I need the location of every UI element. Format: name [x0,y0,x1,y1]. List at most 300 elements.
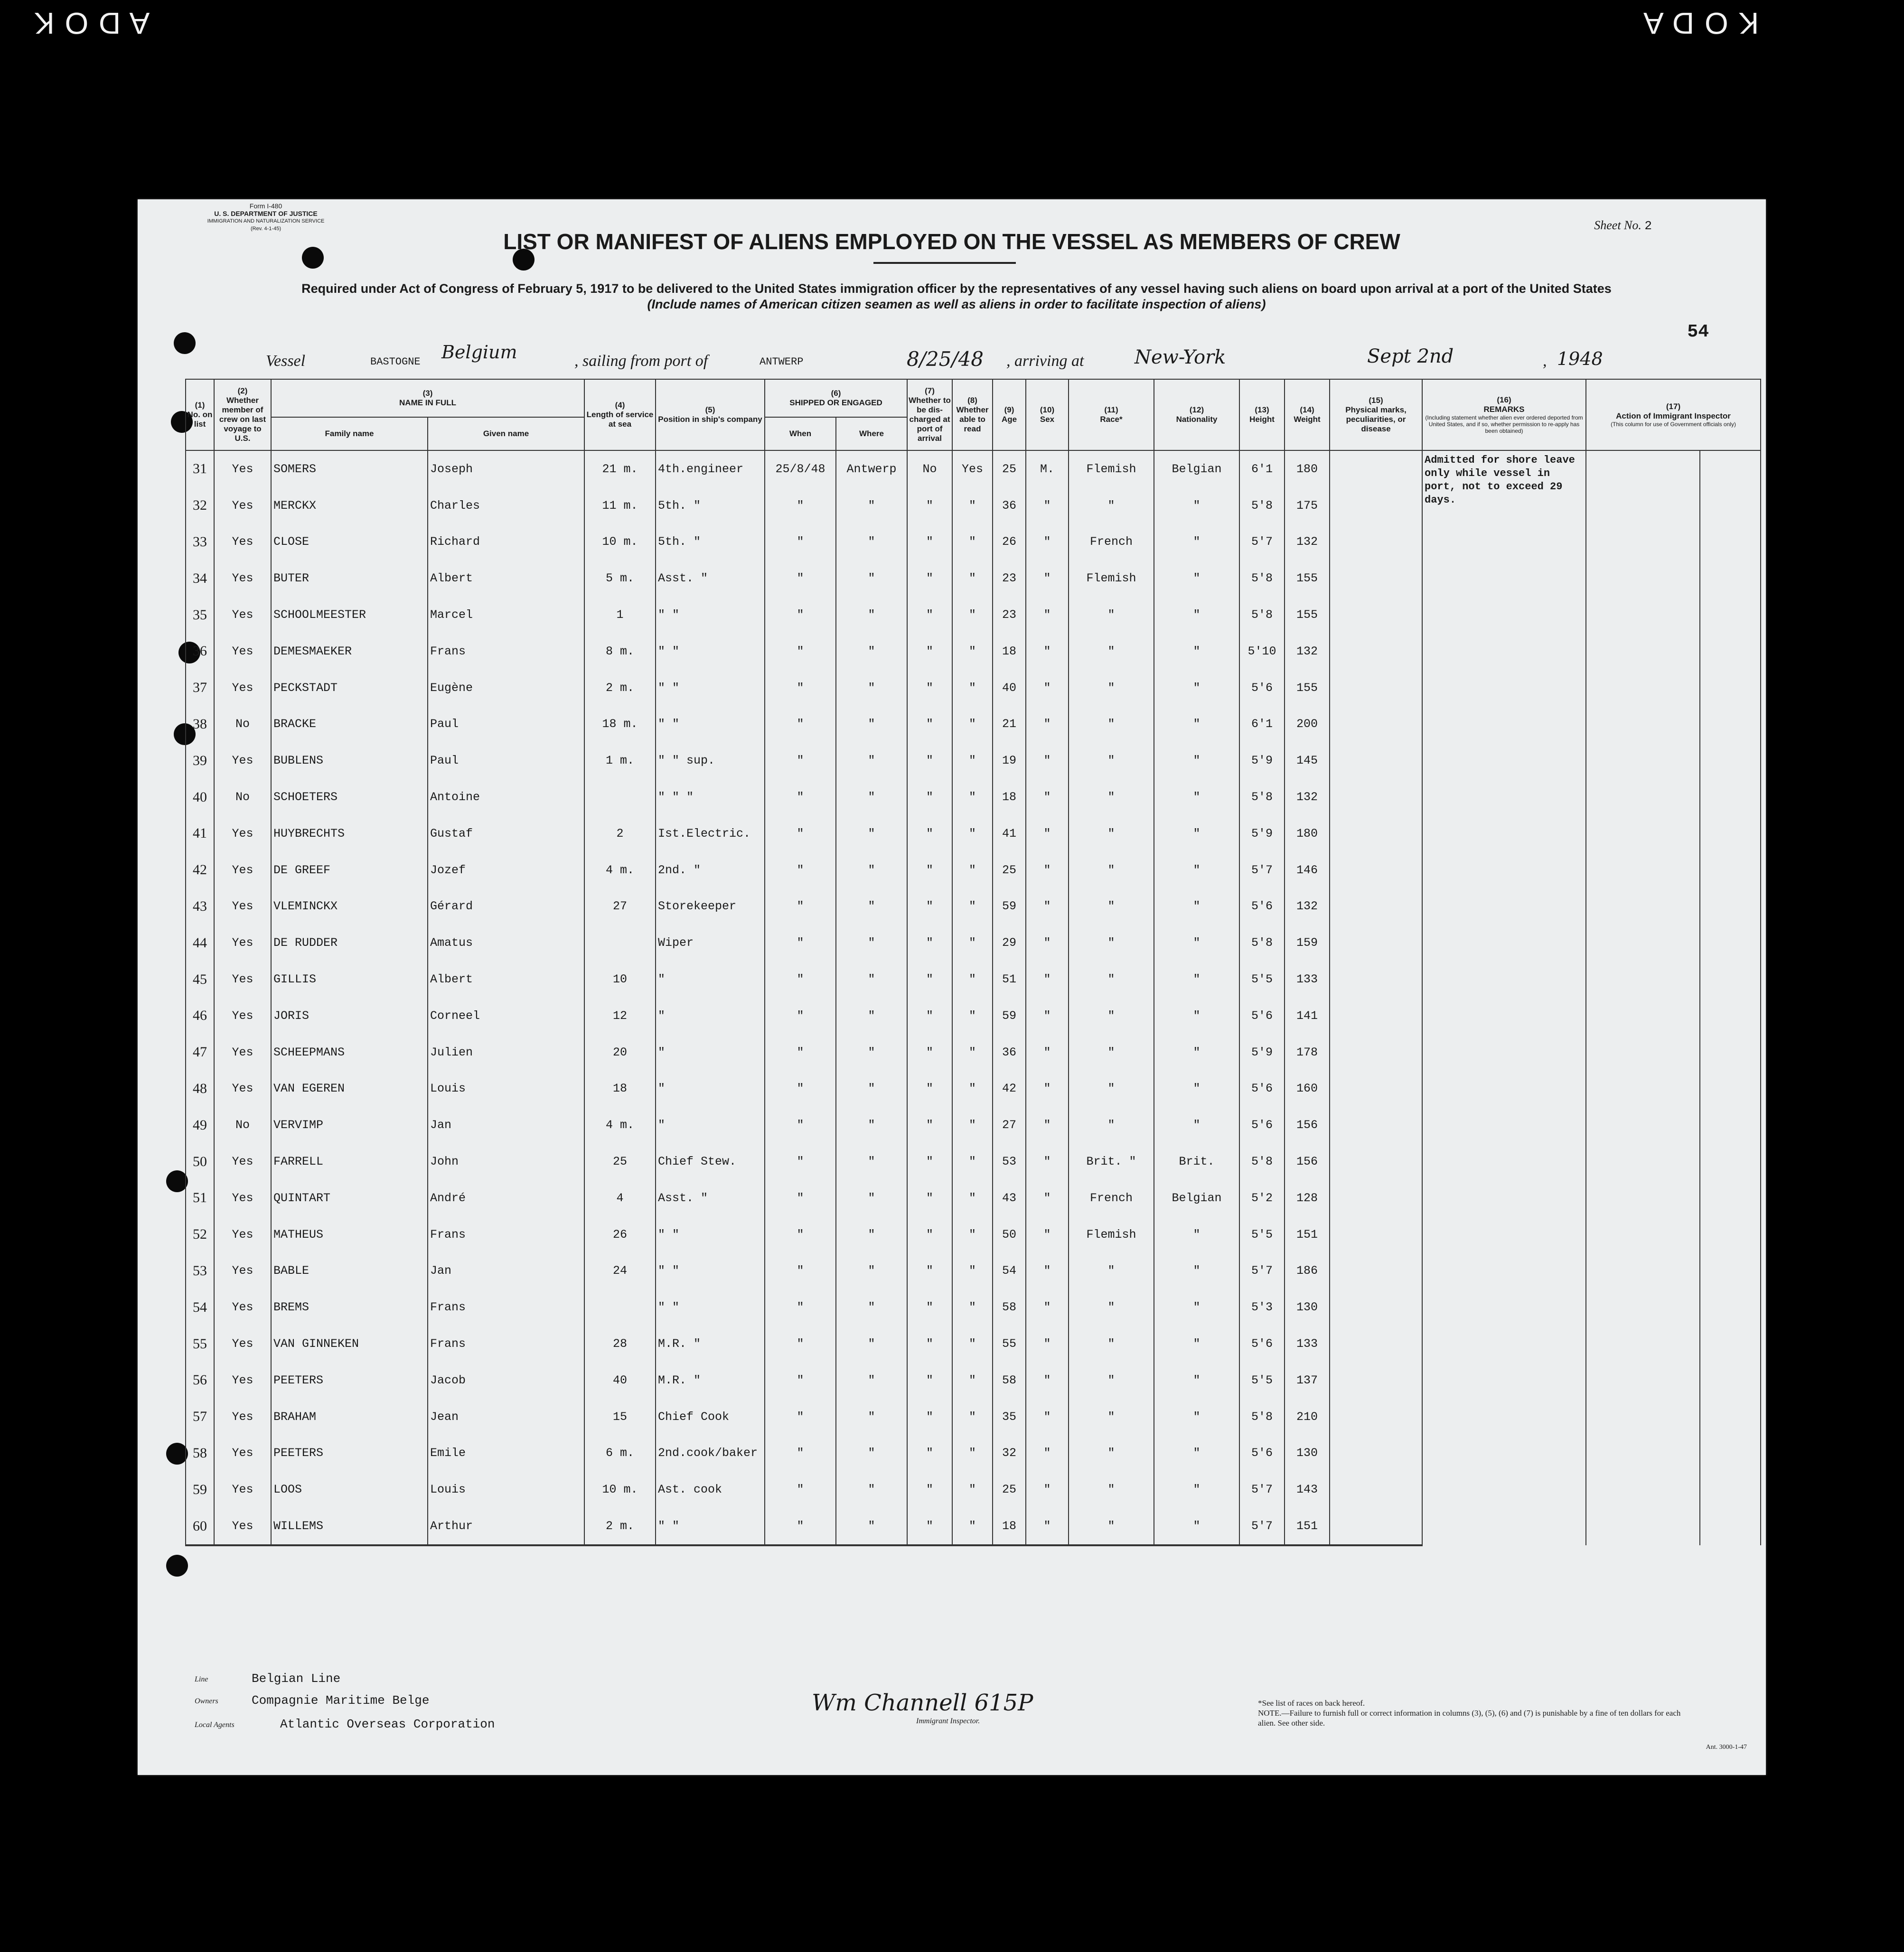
position: M.R. " [656,1362,765,1399]
race: " [1069,1289,1154,1326]
able-to-read: " [952,670,993,706]
weight: 132 [1285,524,1330,560]
col-2-header: (2) Whether member of crew on last voyage to U.S. [214,379,271,450]
service-length: 2 m. [584,1508,656,1545]
physical-marks [1330,998,1422,1034]
position: 2nd. " [656,852,765,888]
physical-marks [1330,1362,1422,1399]
shipped-where: " [836,1508,907,1545]
family-name: HUYBRECHTS [271,815,428,852]
race: " [1069,925,1154,961]
prev-voyage: Yes [214,1508,271,1545]
physical-marks [1330,1143,1422,1180]
nationality: " [1154,1034,1239,1071]
race: " [1069,1107,1154,1143]
shipped-where: " [836,925,907,961]
service-length: 25 [584,1143,656,1180]
prev-voyage: Yes [214,1326,271,1362]
position: Chief Stew. [656,1143,765,1180]
able-to-read: " [952,706,993,743]
discharged: " [907,1071,952,1107]
discharged: " [907,670,952,706]
able-to-read: " [952,560,993,597]
age: 32 [993,1435,1026,1472]
age: 36 [993,487,1026,524]
weight: 180 [1285,815,1330,852]
shipped-where: " [836,597,907,633]
row-number: 56 [186,1362,214,1399]
crew-rows [186,450,1761,1545]
shipped-where: " [836,487,907,524]
age: 29 [993,925,1026,961]
nationality: " [1154,925,1239,961]
shipped-where: " [836,815,907,852]
age: 43 [993,1180,1026,1216]
row-number: 46 [186,998,214,1034]
line-value: Belgian Line [252,1672,341,1686]
shipped-where: " [836,1289,907,1326]
shipped-where: " [836,852,907,888]
prev-voyage: No [214,779,271,815]
age: 58 [993,1289,1026,1326]
nationality: " [1154,706,1239,743]
able-to-read: " [952,1508,993,1545]
col-10-header: (10) Sex [1026,379,1069,450]
shipped-when: " [765,706,836,743]
physical-marks [1330,633,1422,670]
prev-voyage: Yes [214,815,271,852]
prev-voyage: Yes [214,633,271,670]
height: 5'5 [1239,1362,1285,1399]
arrival-date: Sept 2nd [1367,346,1454,367]
prev-voyage: Yes [214,888,271,925]
vessel-line: Vessel BASTOGNE Belgium , sailing from port of ANTWERP 8/25/48 , arriving at New-York Sept 2nd , 1948 [266,342,1603,371]
given-name: André [428,1180,584,1216]
race: " [1069,1508,1154,1545]
row-number: 33 [186,524,214,560]
shipped-when: " [765,1253,836,1289]
physical-marks [1330,1399,1422,1435]
family-name: GILLIS [271,961,428,998]
discharged: " [907,1399,952,1435]
footer [138,1661,1766,1770]
shipped-when: " [765,961,836,998]
weight: 132 [1285,633,1330,670]
family-name: BREMS [271,1289,428,1326]
nationality: " [1154,1216,1239,1253]
sailing-date: 8/25/48 [907,347,984,371]
weight: 178 [1285,1034,1330,1071]
position: M.R. " [656,1326,765,1362]
given-name: Albert [428,961,584,998]
service-length: 18 m. [584,706,656,743]
row-number: 34 [186,560,214,597]
table-row [186,450,1761,487]
position: " " [656,670,765,706]
age: 25 [993,852,1026,888]
weight: 200 [1285,706,1330,743]
height: 6'1 [1239,706,1285,743]
shipped-when: " [765,1326,836,1362]
service-length: 4 m. [584,1107,656,1143]
row-number: 47 [186,1034,214,1071]
prev-voyage: Yes [214,961,271,998]
row-number: 37 [186,670,214,706]
position: Ast. cook [656,1471,765,1508]
col-17-header: (17) Action of Immigrant Inspector (This column for use of Government officials only) [1586,379,1761,450]
row-number: 41 [186,815,214,852]
nationality: " [1154,742,1239,779]
prev-voyage: Yes [214,1435,271,1472]
shipped-where: Antwerp [836,450,907,487]
col-6-header: (6) SHIPPED OR ENGAGED [765,379,907,417]
physical-marks [1330,1435,1422,1472]
service-length: 5 m. [584,560,656,597]
sex: " [1026,815,1069,852]
nationality: " [1154,1253,1239,1289]
weight: 156 [1285,1107,1330,1143]
sex: " [1026,1143,1069,1180]
inspector-label: Immigrant Inspector. [916,1717,980,1725]
shipped-when: 25/8/48 [765,450,836,487]
family-name: VAN GINNEKEN [271,1326,428,1362]
race: " [1069,742,1154,779]
sex: " [1026,1289,1069,1326]
age: 50 [993,1216,1026,1253]
position: " [656,1107,765,1143]
height: 5'9 [1239,742,1285,779]
owners-label: Owners [195,1697,218,1705]
service-length: 6 m. [584,1435,656,1472]
shipped-when: " [765,524,836,560]
family-name: VERVIMP [271,1107,428,1143]
race: Flemish [1069,560,1154,597]
physical-marks [1330,524,1422,560]
shipped-when: " [765,1071,836,1107]
weight: 175 [1285,487,1330,524]
discharged: " [907,852,952,888]
agents-value: Atlantic Overseas Corporation [280,1717,495,1731]
weight: 156 [1285,1143,1330,1180]
vessel-label: Vessel [266,352,306,370]
age: 26 [993,524,1026,560]
family-name: SCHEEPMANS [271,1034,428,1071]
shipped-when: " [765,815,836,852]
prev-voyage: No [214,706,271,743]
prev-voyage: Yes [214,1471,271,1508]
physical-marks [1330,961,1422,998]
shipped-where: " [836,742,907,779]
weight: 143 [1285,1471,1330,1508]
nationality: " [1154,1399,1239,1435]
position: Storekeeper [656,888,765,925]
sex: " [1026,961,1069,998]
col-1-header: (1) No. on list [186,379,214,450]
form-id: Form I-480 U. S. DEPARTMENT OF JUSTICE IMMIGRATION AND NATURALIZATION SERVICE (Rev. 4-1-45) [207,202,325,232]
family-name: BABLE [271,1253,428,1289]
service-length: 2 m. [584,670,656,706]
shipped-when: " [765,487,836,524]
height: 5'6 [1239,998,1285,1034]
service-length: 11 m. [584,487,656,524]
prev-voyage: Yes [214,450,271,487]
shipped-where: " [836,1326,907,1362]
height: 5'6 [1239,1071,1285,1107]
shipped-where: " [836,1399,907,1435]
weight: 132 [1285,779,1330,815]
age: 23 [993,597,1026,633]
age: 58 [993,1362,1026,1399]
sex: " [1026,1107,1069,1143]
race: French [1069,524,1154,560]
position: " " " [656,779,765,815]
height: 5'6 [1239,1326,1285,1362]
age: 18 [993,633,1026,670]
prev-voyage: Yes [214,1253,271,1289]
weight: 133 [1285,961,1330,998]
able-to-read: " [952,779,993,815]
shipped-when: " [765,925,836,961]
shipped-when: " [765,742,836,779]
col-12-header: (12) Nationality [1154,379,1239,450]
height: 5'6 [1239,1107,1285,1143]
line-label: Line [195,1675,208,1683]
race: French [1069,1180,1154,1216]
shipped-when: " [765,1508,836,1545]
prev-voyage: Yes [214,524,271,560]
family-name: MERCKX [271,487,428,524]
agents-label: Local Agents [195,1721,234,1729]
height: 6'1 [1239,450,1285,487]
given-name: Frans [428,1216,584,1253]
arrival-year: 1948 [1557,348,1603,369]
prev-voyage: Yes [214,925,271,961]
shipped-where: " [836,1180,907,1216]
race: " [1069,597,1154,633]
able-to-read: " [952,852,993,888]
sex: " [1026,1071,1069,1107]
sex: " [1026,1326,1069,1362]
shipped-where: " [836,1362,907,1399]
family-name: BUBLENS [271,742,428,779]
position: Asst. " [656,1180,765,1216]
able-to-read: " [952,633,993,670]
physical-marks [1330,852,1422,888]
row-number: 39 [186,742,214,779]
physical-marks [1330,670,1422,706]
position: Asst. " [656,560,765,597]
position: " [656,998,765,1034]
race: " [1069,670,1154,706]
weight: 180 [1285,450,1330,487]
shipped-where: " [836,1471,907,1508]
col-4-header: (4) Length of service at sea [584,379,656,450]
nationality: " [1154,1071,1239,1107]
shipped-when: " [765,1034,836,1071]
service-length: 24 [584,1253,656,1289]
col-3-header: (3) NAME IN FULL [271,379,584,417]
weight: 132 [1285,888,1330,925]
sex: " [1026,1034,1069,1071]
age: 42 [993,1071,1026,1107]
prev-voyage: Yes [214,998,271,1034]
physical-marks [1330,1180,1422,1216]
able-to-read: " [952,597,993,633]
physical-marks [1330,1471,1422,1508]
row-number: 45 [186,961,214,998]
owners-value: Compagnie Maritime Belge [252,1693,430,1708]
discharged: " [907,1180,952,1216]
nationality: " [1154,1289,1239,1326]
position: " [656,1071,765,1107]
row-number: 40 [186,779,214,815]
given-name: Jan [428,1253,584,1289]
able-to-read: " [952,1216,993,1253]
prev-voyage: Yes [214,1071,271,1107]
position: 5th. " [656,487,765,524]
race: Brit. " [1069,1143,1154,1180]
family-name: PEETERS [271,1362,428,1399]
col-13-header: (13) Height [1239,379,1285,450]
age: 55 [993,1326,1026,1362]
age: 51 [993,961,1026,998]
col-7-header: (7) Whether to be dis-charged at port of arrival [907,379,952,450]
film-mark-left: A D O K [33,6,150,40]
position: " " [656,1216,765,1253]
discharged: " [907,742,952,779]
page-title: LIST OR MANIFEST OF ALIENS EMPLOYED ON THE VESSEL AS MEMBERS OF CREW [503,229,1400,254]
sailing-port: ANTWERP [760,356,804,368]
height: 5'7 [1239,1253,1285,1289]
family-name: DE RUDDER [271,925,428,961]
family-name: VLEMINCKX [271,888,428,925]
age: 36 [993,1034,1026,1071]
shipped-when: " [765,1289,836,1326]
sex: " [1026,706,1069,743]
row-number: 57 [186,1399,214,1435]
given-name: Julien [428,1034,584,1071]
height: 5'9 [1239,1034,1285,1071]
vessel-flag: Belgium [441,342,517,363]
race: " [1069,852,1154,888]
given-name: Marcel [428,597,584,633]
row-number: 60 [186,1508,214,1545]
given-name: Louis [428,1071,584,1107]
age: 40 [993,670,1026,706]
shipped-where: " [836,633,907,670]
position: 5th. " [656,524,765,560]
row-number: 32 [186,487,214,524]
service-length: 10 [584,961,656,998]
position: 2nd.cook/baker [656,1435,765,1472]
service-length: 1 [584,597,656,633]
discharged: " [907,1326,952,1362]
discharged: " [907,1253,952,1289]
film-mark-right: K O D A [1642,6,1759,40]
manifest-page [138,199,1766,1775]
service-length: 8 m. [584,633,656,670]
weight: 133 [1285,1326,1330,1362]
service-length: 27 [584,888,656,925]
age: 21 [993,706,1026,743]
family-name: DEMESMAEKER [271,633,428,670]
weight: 151 [1285,1508,1330,1545]
nationality: " [1154,961,1239,998]
shipped-when: " [765,1143,836,1180]
nationality: " [1154,815,1239,852]
shipped-where: " [836,779,907,815]
position: Wiper [656,925,765,961]
position: " " [656,1508,765,1545]
col-8-header: (8) Whether able to read [952,379,993,450]
discharged: " [907,815,952,852]
row-number: 44 [186,925,214,961]
row-number: 31 [186,450,214,487]
sex: " [1026,1253,1069,1289]
family-name: VAN EGEREN [271,1071,428,1107]
nationality: " [1154,1362,1239,1399]
family-name: BRAHAM [271,1399,428,1435]
physical-marks [1330,815,1422,852]
prev-voyage: Yes [214,670,271,706]
punch-hole [166,1555,188,1577]
service-length: 20 [584,1034,656,1071]
age: 54 [993,1253,1026,1289]
prev-voyage: Yes [214,597,271,633]
weight: 137 [1285,1362,1330,1399]
subtitle: Required under Act of Congress of February 5, 1917 to be delivered to the United States immigration officer by the representatives of any vessel having such aliens on board upon arrival at a port of the United States (Include names of American citizen seamen as well as aliens in order to facilitate inspection of aliens) [301,281,1612,311]
sex: " [1026,998,1069,1034]
physical-marks [1330,597,1422,633]
shipped-when: " [765,560,836,597]
sex: " [1026,1362,1069,1399]
given-name: Joseph [428,450,584,487]
race: Flemish [1069,450,1154,487]
able-to-read: " [952,742,993,779]
race: " [1069,1253,1154,1289]
given-name: Charles [428,487,584,524]
discharged: " [907,560,952,597]
service-length [584,925,656,961]
race: " [1069,633,1154,670]
discharged: " [907,779,952,815]
footer-note: *See list of races on back hereof. NOTE.—Failure to furnish full or correct information in columns (3), (5), (6) and (7) is punishable by a fine of ten dollars for each alien. See other side. [1258,1699,1681,1728]
position: " " [656,633,765,670]
prev-voyage: Yes [214,560,271,597]
prev-voyage: Yes [214,852,271,888]
height: 5'8 [1239,1399,1285,1435]
age: 35 [993,1399,1026,1435]
family-name: QUINTART [271,1180,428,1216]
able-to-read: " [952,1471,993,1508]
page-number: 54 [1687,322,1709,342]
service-length: 1 m. [584,742,656,779]
sex: " [1026,524,1069,560]
weight: 151 [1285,1216,1330,1253]
height: 5'8 [1239,1143,1285,1180]
sex: " [1026,1508,1069,1545]
age: 25 [993,1471,1026,1508]
row-number: 38 [186,706,214,743]
height: 5'7 [1239,852,1285,888]
shipped-where: " [836,706,907,743]
age: 41 [993,815,1026,852]
shipped-when: " [765,779,836,815]
inspector-signature: Wm Channell 615P [812,1690,1033,1716]
nationality: " [1154,487,1239,524]
shipped-where: " [836,524,907,560]
given-name: Jan [428,1107,584,1143]
